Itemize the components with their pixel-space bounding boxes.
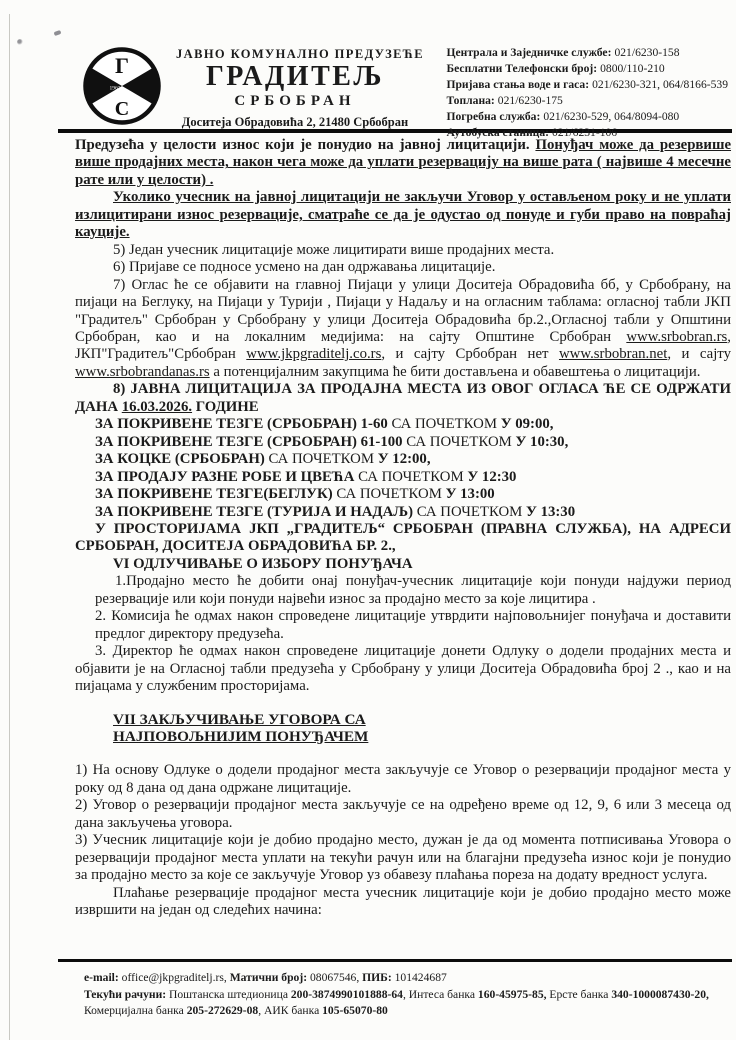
text-run: СА ПОЧЕТКОМ: [416, 503, 527, 520]
text-run: ЗА ПОКРИВЕНЕ ТЕЗГЕ (ТУРИЈА И НАДАЉ): [95, 503, 417, 520]
text-run: 1.Продајно место ће добити онај понуђач-учесник лицитације који понуди најдужи период резервације или који понуди највећи износ за продајно место за које лицитира .: [95, 573, 731, 607]
company-block: [176, 47, 424, 130]
text-run: , Интеса банка: [402, 987, 478, 1001]
contact-label: Пријава стања воде и гаса:: [446, 77, 590, 91]
text-run: У 12:30: [467, 468, 517, 485]
text-run: Текући рачуни:: [84, 987, 170, 1001]
contact-label: Топлана:: [446, 93, 495, 107]
text-run: Матични број:: [229, 971, 310, 984]
text-run: СА ПОЧЕТКОМ: [358, 468, 468, 485]
text-run: 1) На основу Одлуке о додели продајног места закључује се Уговор о резервацији продајног места у року од 8 дана од дана одржане лицитације.: [75, 762, 731, 796]
contact-value: 0800/110-210: [600, 61, 665, 75]
text-run: 3. Директор ће одмах након спроведене лицитације донети Одлуку о додели продајних места и објавити је на Огласној табли предузећа у Србобрану у улици Доситеја Обрадовића број 2 ., као и на пијацама у службеним просторијама.: [75, 643, 731, 695]
list-item-6: [75, 259, 731, 276]
text-run: ЗА ПОКРИВЕНЕ ТЕЗГЕ(БЕГЛУК): [95, 486, 337, 503]
contact-row: [446, 109, 728, 125]
text-run: 200-3874990101888-64: [290, 987, 403, 1001]
company-name: ГРАДИТЕЉ: [205, 61, 385, 93]
text-run: 3) Учесник лицитације који је добио продајно место, дужан је да од момента потписивања Уговора о резервацији продајног места уплати на текући рачун или на благајни предузећа износ који је понудио за продајно место за које се закључује Уговор уз обавезу плаћања пореза на додату вредност услуга.: [75, 832, 731, 884]
contact-value: 021/6230-321, 064/8166-539: [592, 77, 728, 91]
text-run: 16.03.2026.: [121, 398, 193, 415]
schedule-line-1: [95, 416, 731, 433]
text-run: 340-1000087430-20,: [611, 987, 709, 1001]
text-run: 6) Пријаве се подносе усмено на дан одржавања лицитације.: [113, 259, 496, 276]
schedule-line-4: [95, 469, 731, 486]
text-run: Комерцијална банка: [84, 1004, 187, 1018]
text-run: Плаћање резервације продајног места учесник лицитације који је добио продајно место може извршити на један од следећих начина:: [75, 884, 731, 919]
text-run: ЗА ПОКРИВЕНЕ ТЕЗГЕ (СРБОБРАН) 61-100: [95, 433, 407, 450]
text-run: , и сајту Србобран нет: [381, 346, 559, 363]
contact-row: [446, 77, 728, 93]
text-run: Уколико учесник на јавној лицитацији не закључи Уговор у остављеном року и не уплати излицитирани износ резервације, сматраће се да је одустао од понуде и губи право на повраћај кауције.: [75, 189, 731, 241]
text-run: У 13:00: [445, 486, 495, 503]
section-heading-vi: [113, 556, 731, 573]
text-run: ЗА КОЦКЕ (СРБОБРАН): [95, 451, 269, 468]
logo-gs-icon: [82, 46, 162, 126]
text-run: У 09:00,: [500, 416, 554, 433]
text-run: 2) Уговор о резервацији продајног места закључује се на одређено време од 12, 9, 6 или 3 месеца од дана закључења уговора.: [75, 797, 731, 831]
contact-value: 021/6230-529, 064/8094-080: [543, 109, 680, 123]
footer-line-accounts-1: [84, 987, 732, 1004]
auction-location: [75, 521, 731, 556]
text-run: VII ЗАКЉУЧИВАЊЕ УГОВОРА СА: [113, 710, 366, 728]
text-run: СА ПОЧЕТКОМ: [268, 451, 378, 468]
text-run: ГОДИНЕ: [192, 398, 259, 415]
text-run: 2. Комисија ће одмах након спроведене лицитације утврдити најповољнијег понуђача и доставити предлог директору предузећа.: [95, 608, 731, 642]
list-item-8-auction-date: [75, 381, 731, 416]
logo-year: 1963: [109, 85, 121, 92]
contact-row: [446, 61, 728, 77]
text-run: ЗА ПОКРИВЕНЕ ТЕЗГЕ (СРБОБРАН) 1-60: [95, 416, 392, 433]
text-run: Понуђач може да резервише више продајних места, након чега може да уплати резервацију на више рата ( највише 4 месечне рате или у целости) .: [75, 137, 732, 188]
text-run: СА ПОЧЕТКОМ: [336, 486, 446, 503]
company-type: ЈАВНО КОМУНАЛНО ПРЕДУЗЕЋЕ: [176, 47, 424, 61]
text-run: 205-272629-08: [186, 1004, 259, 1018]
contact-row: [446, 93, 728, 109]
text-run: ПИБ:: [362, 971, 395, 984]
list-item-5: [75, 242, 731, 259]
link-srbobrandanas-rs[interactable]: www.srbobrandanas.rs: [75, 363, 210, 380]
text-run: Ерсте банка: [549, 987, 612, 1001]
text-run: e-mail:: [84, 971, 122, 984]
text-run: 7) Оглас ће се објавити на главној Пијаци у улици Доситеја Обрадовића бб, у Србобрану, на пијаци на Беглуку, на Пијаци у Турији , Пијаци у Надаљу и на огласним таблама: огласној табли ЈКП "Градитељ" Србобран у Србобрану у улици Доситеја Обрадовића бр.2.,Огласној табли у Општини Србобран, као и на локалним медијима: на сајту Општине Србобран: [75, 276, 731, 345]
text-run: У 10:30,: [515, 433, 569, 450]
schedule-line-3: [95, 451, 731, 468]
text-run: СА ПОЧЕТКОМ: [406, 433, 516, 450]
logo-letter-bottom: С: [114, 98, 130, 120]
company-city: СРБОБРАН: [234, 92, 356, 109]
contact-row: [446, 45, 728, 61]
text-run: 08067546,: [309, 971, 363, 984]
contact-label: Погребна служба:: [446, 109, 541, 123]
contract-item-3: [75, 832, 731, 884]
footer-bank-info: [58, 959, 732, 1020]
schedule-line-5: [95, 486, 731, 503]
text-run: 105-65070-80: [322, 1004, 388, 1018]
text-run: office@jkpgraditelj.rs,: [121, 971, 230, 984]
letterhead: [58, 40, 732, 139]
logo-letter-top: Г: [115, 53, 129, 78]
sub-item-3: [75, 643, 731, 695]
link-srbobran-rs[interactable]: www.srbobran.rs: [626, 328, 728, 345]
section-heading-vii-line2: [113, 728, 731, 745]
text-run: VI ОДЛУЧИВАЊЕ О ИЗБОРУ ПОНУЂАЧА: [113, 555, 413, 572]
contract-item-2: [75, 797, 731, 832]
payment-intro: [75, 885, 731, 920]
text-run: ЗА ПРОДАЈУ РАЗНЕ РОБЕ И ЦВЕЋА: [95, 468, 359, 485]
para-reservation-terms: [75, 137, 731, 189]
footer-line-email-id: [84, 970, 732, 987]
text-run: , и сајту: [667, 346, 731, 363]
text-run: 160-45975-85,: [477, 987, 550, 1001]
scan-edge-shadow: [9, 14, 10, 1040]
contact-label: Бесплатни Телефонски број:: [446, 61, 598, 75]
para-contract-warning: [75, 189, 731, 241]
scan-speck: [17, 39, 23, 45]
sub-item-1: [95, 573, 731, 608]
footer-line-accounts-2: [84, 1003, 732, 1020]
text-run: У 13:30: [526, 503, 576, 520]
text-run: 8) ЈАВНА ЛИЦИТАЦИЈА ЗА ПРОДАЈНА МЕСТА ИЗ ОВОГ ОГЛАСА ЋЕ СЕ ОДРЖАТИ ДАНА: [75, 381, 731, 415]
schedule-line-6: [95, 504, 731, 521]
contact-value: 021/6230-158: [614, 46, 680, 59]
contact-value: 021/6230-175: [497, 93, 563, 107]
text-run: У 12:00,: [377, 451, 431, 468]
section-heading-vii-line1: [113, 711, 731, 728]
sub-item-2: [95, 608, 731, 643]
text-run: 5) Један учесник лицитације може лицитирати више продајних места.: [113, 241, 555, 258]
list-item-7: [75, 277, 731, 382]
contact-info: [446, 45, 728, 140]
text-run: , АИК банка: [258, 1004, 323, 1018]
link-srbobran-net[interactable]: www.srbobran.net: [558, 346, 668, 363]
text-run: НАЈПОВОЉНИЈИМ ПОНУЂАЧЕМ: [113, 727, 369, 745]
text-run: Поштанска штедионица: [169, 987, 291, 1001]
contact-value: 021/6231-106: [552, 125, 618, 139]
link-jkpgraditelj-co-rs[interactable]: www.jkpgraditelj.co.rs: [246, 346, 382, 363]
text-run: СА ПОЧЕТКОМ: [391, 416, 501, 433]
auction-schedule: [75, 416, 731, 521]
text-run: а потенцијалним закупцима ће бити достављена и обавештења о лицитацији.: [209, 363, 701, 380]
text-run: У ПРОСТОРИЈАМА ЈКП „ГРАДИТЕЉ“ СРБОБРАН (ПРАВНА СЛУЖБА), НА АДРЕСИ СРБОБРАН, ДОСИТЕЈА ОБРАДОВИЋА БР. 2.,: [75, 520, 731, 555]
contact-label: Аутобуска станица:: [446, 125, 550, 139]
schedule-line-2: [95, 434, 731, 451]
company-address: Доситеја Обрадовића 2, 21480 Србобран: [181, 115, 409, 130]
scan-speck: [54, 30, 62, 36]
contact-label: Централа и Заједничке службе:: [446, 46, 612, 59]
text-run: , ЈКП"Градитељ"Србобран: [75, 328, 731, 363]
contract-item-1: [75, 762, 731, 797]
text-run: Предузећа у целости износ који је понудио на јавној лицитацији.: [75, 137, 536, 153]
text-run: 101424687: [394, 971, 447, 984]
company-logo: [82, 46, 162, 131]
document-body: [75, 137, 731, 919]
